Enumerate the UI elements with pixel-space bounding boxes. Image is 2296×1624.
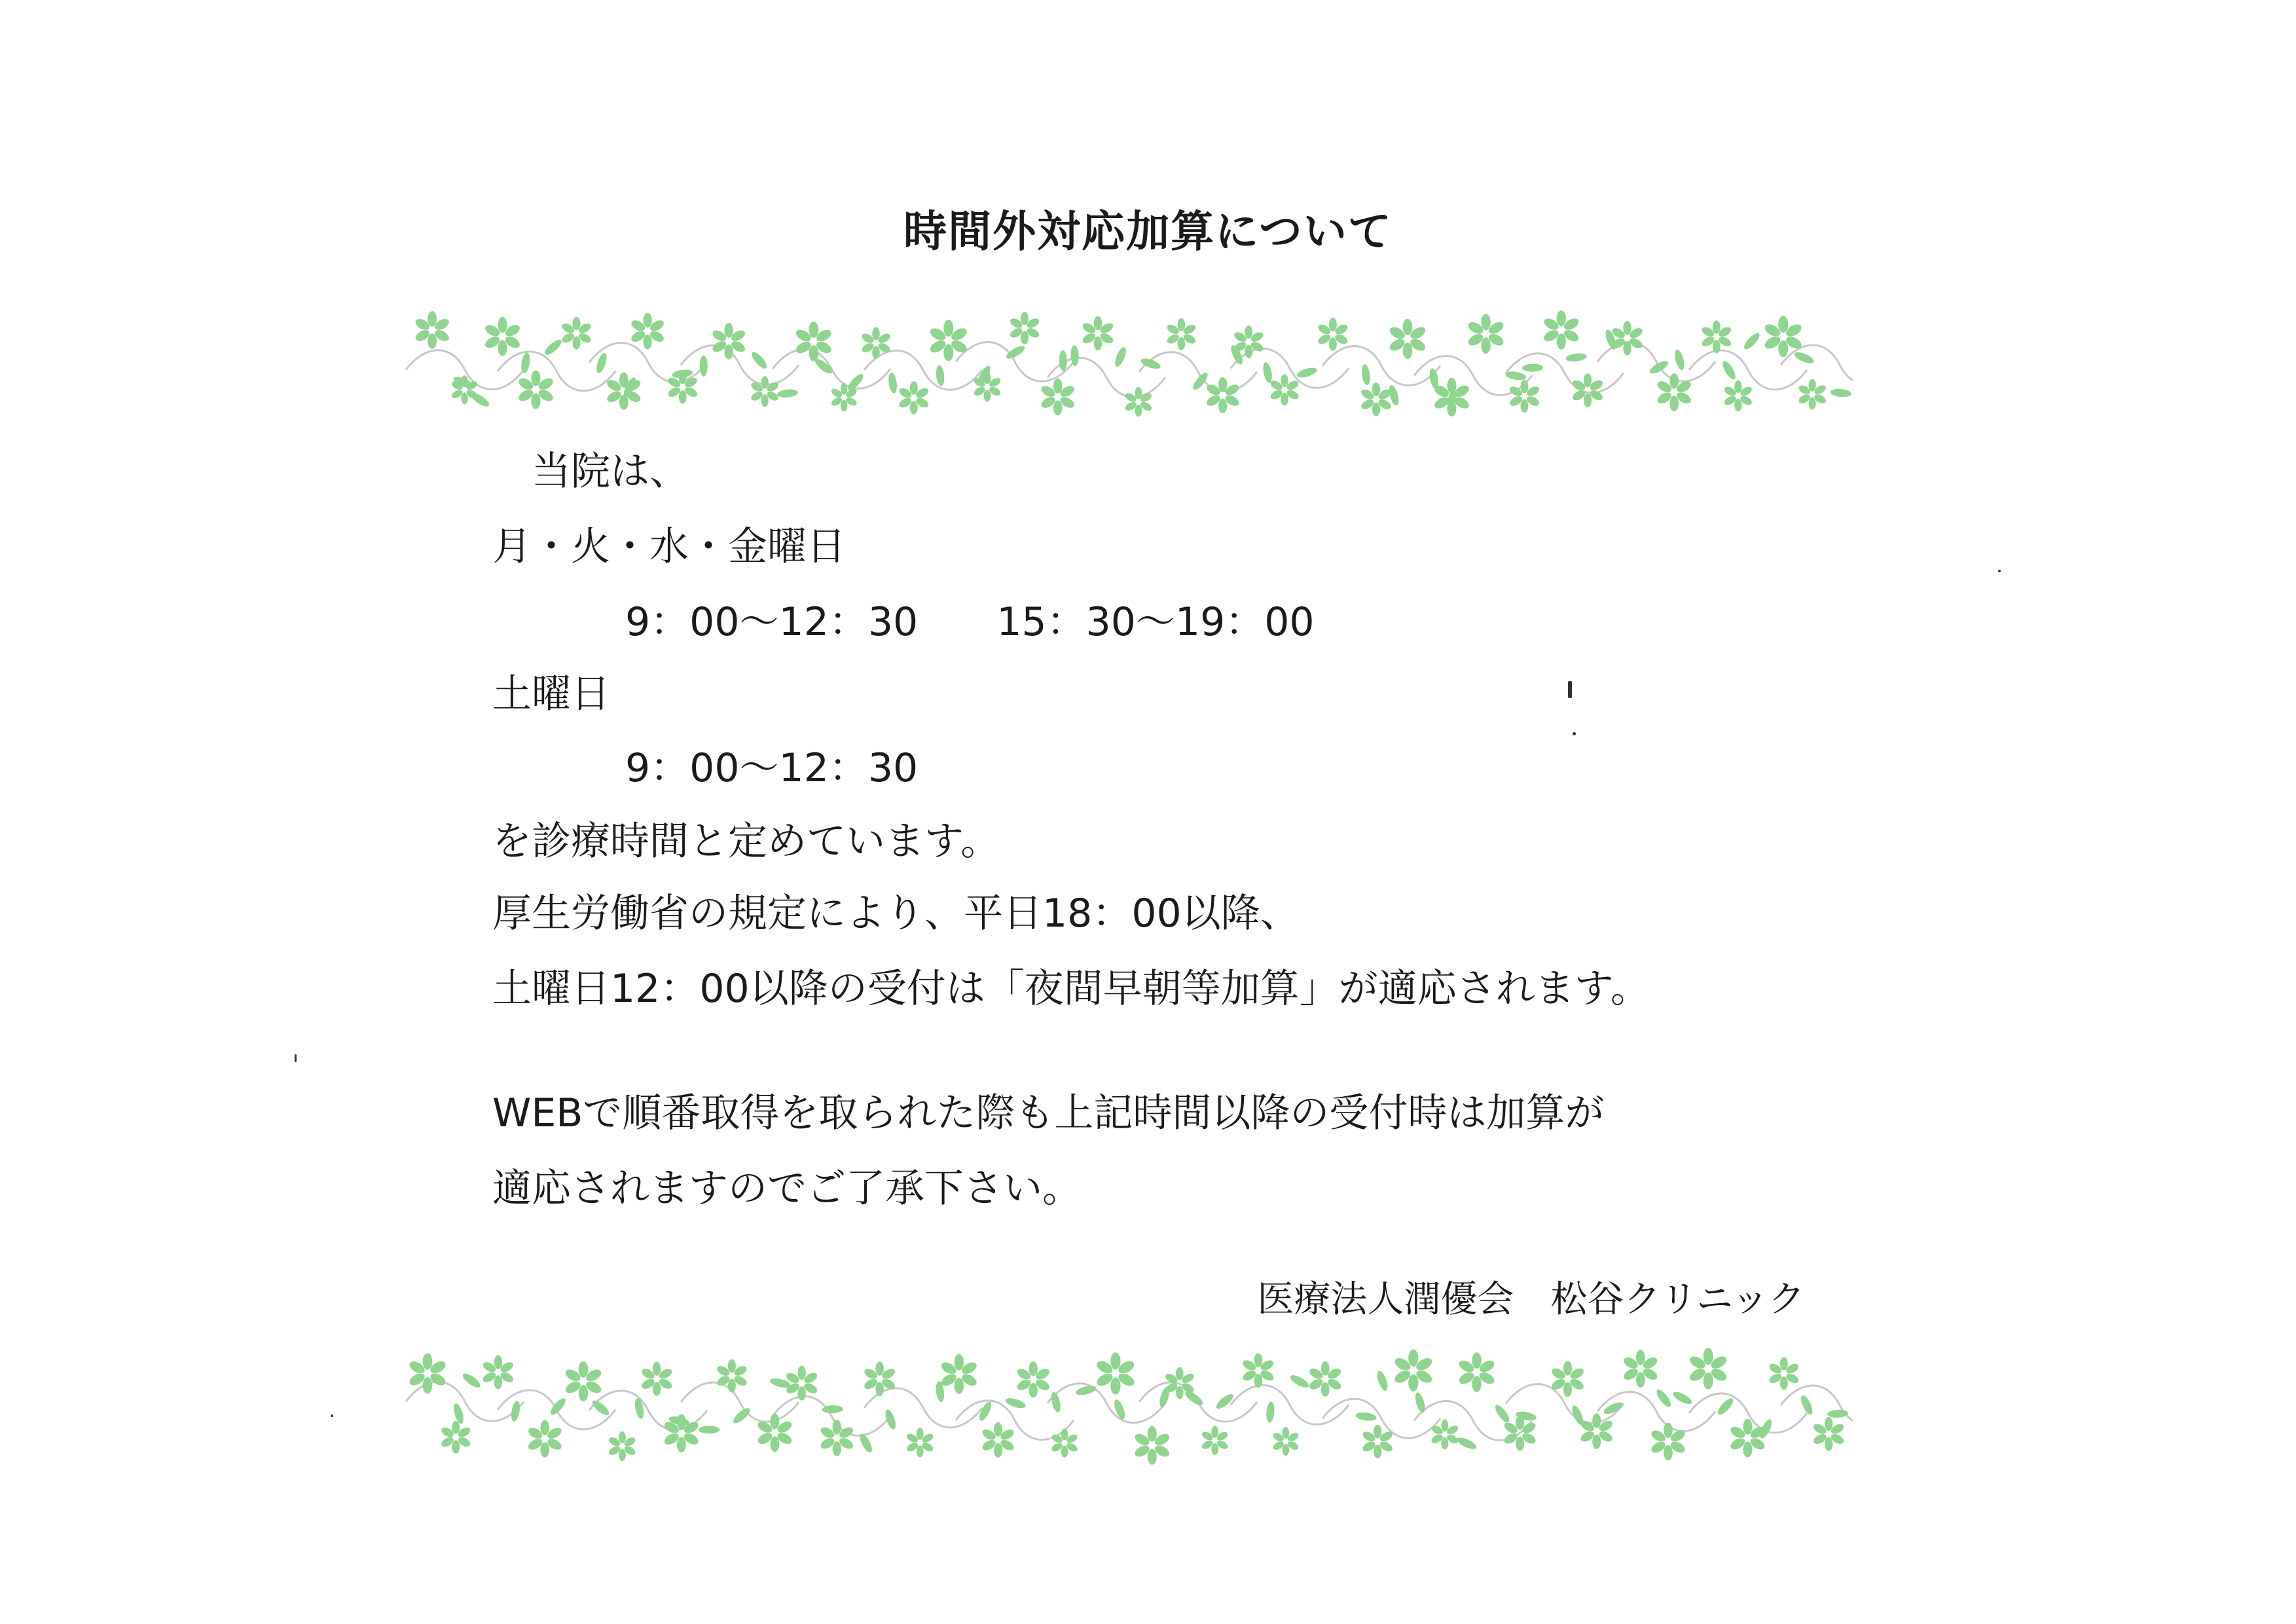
flower-ornament	[1763, 316, 1804, 357]
intro-text: 当院は、	[492, 449, 689, 494]
leaf-ornament	[469, 391, 491, 409]
flower-ornament	[1508, 380, 1541, 413]
flower-ornament	[1723, 380, 1754, 411]
leaf-ornament	[1830, 388, 1851, 398]
leaf-ornament	[1793, 350, 1815, 366]
flower-ornament	[1467, 314, 1506, 354]
flower-ornament	[863, 1361, 897, 1396]
flower-ornament	[819, 1420, 855, 1456]
vine-ornament	[773, 1396, 890, 1435]
scan-speck	[1568, 681, 1572, 698]
flower-ornament	[1797, 379, 1827, 410]
flower-ornament	[981, 1422, 1015, 1458]
vine-ornament	[956, 342, 1074, 381]
leaf-ornament	[461, 1371, 483, 1390]
flower-ornament	[1317, 318, 1349, 351]
leaf-ornament	[1654, 1388, 1673, 1409]
body-line-3: 土曜日12：00以降の受付は「夜間早朝等加算」が適応されます。	[492, 966, 1650, 1012]
leaf-ornament	[1214, 1392, 1235, 1411]
weekday-label: 月・火・水・金曜日	[492, 524, 846, 570]
flower-ornament	[1650, 1423, 1687, 1461]
flower-ornament	[526, 1420, 563, 1458]
leaf-ornament	[1505, 370, 1527, 381]
flower-ornament	[1271, 1427, 1300, 1456]
leaf-ornament	[1522, 363, 1543, 372]
leaf-ornament	[1648, 359, 1670, 377]
flower-ornament	[1081, 316, 1115, 350]
leaf-ornament	[1296, 366, 1318, 380]
flower-ornament	[517, 371, 555, 409]
flower-ornament	[785, 1366, 819, 1401]
flower-ornament	[716, 1359, 748, 1393]
flower-ornament	[1241, 1353, 1275, 1388]
body-line-4: WEBで順番取得を取られた際も上記時間以降の受付時は加算が	[492, 1090, 1605, 1136]
leaf-ornament	[887, 372, 898, 394]
flower-ornament	[1393, 1350, 1434, 1392]
leaf-ornament	[633, 1397, 645, 1420]
leaf-ornament	[1049, 1391, 1062, 1413]
flower-ornament	[407, 1353, 447, 1393]
flower-ornament	[1571, 373, 1605, 407]
leaf-ornament	[1493, 1403, 1512, 1424]
leaf-ornament	[1827, 1409, 1849, 1418]
flower-ornament	[1688, 1348, 1728, 1389]
leaf-ornament	[1565, 352, 1587, 363]
saturday-hours: 9：00〜12：30	[625, 745, 919, 791]
saturday-label: 土曜日	[492, 671, 610, 717]
flower-ornament	[630, 313, 666, 350]
leaf-ornament	[1721, 360, 1738, 382]
floral-border-bottom	[393, 1339, 1853, 1470]
leaf-ornament	[776, 388, 798, 398]
leaf-ornament	[1112, 1398, 1127, 1420]
clinic-signature: 医療法人潤優会 松谷クリニック	[1257, 1278, 1805, 1321]
leaf-ornament	[1360, 363, 1371, 385]
flower-ornament	[1656, 373, 1693, 411]
flower-ornament	[1308, 1361, 1343, 1397]
flower-ornament	[564, 1361, 603, 1401]
leaf-ornament	[510, 1400, 521, 1422]
leaf-ornament	[883, 1409, 898, 1431]
flower-ornament	[898, 381, 930, 414]
leaf-ornament	[1741, 331, 1762, 351]
leaf-ornament	[1288, 1373, 1311, 1390]
flower-ornament	[1542, 310, 1580, 350]
leaf-ornament	[1799, 1394, 1815, 1416]
vine-ornament	[1781, 1386, 1853, 1425]
leaf-ornament	[936, 365, 945, 386]
scan-speck	[1998, 570, 2001, 572]
leaf-ornament	[1355, 1411, 1377, 1422]
leaf-ornament	[1715, 1396, 1735, 1417]
flower-ornament	[1360, 382, 1393, 416]
flower-ornament	[1050, 1428, 1079, 1457]
leaf-ornament	[452, 1403, 465, 1425]
vine-ornament	[1781, 345, 1853, 384]
weekday-hours: 9：00〜12：30 15：30〜19：00	[625, 599, 1315, 645]
vine-ornament	[1048, 1384, 1165, 1423]
floral-border-top	[393, 298, 1853, 429]
flower-ornament	[1133, 1426, 1171, 1465]
flower-ornament	[1611, 321, 1645, 355]
scan-speck	[1573, 732, 1576, 735]
flower-ornament	[483, 317, 522, 356]
leaf-ornament	[1113, 346, 1128, 368]
flower-ornament	[1205, 377, 1241, 413]
flower-ornament	[1095, 1352, 1136, 1394]
flower-ornament	[1040, 378, 1076, 416]
flower-ornament	[560, 317, 592, 350]
leaf-ornament	[1262, 361, 1273, 384]
leaf-ornament	[1140, 356, 1162, 371]
page-title: 時間外対応加算について	[903, 206, 1393, 257]
flower-ornament	[1700, 320, 1732, 353]
flower-ornament	[1165, 318, 1197, 350]
vine-ornament	[864, 350, 982, 390]
flower-ornament	[1201, 1426, 1230, 1455]
body-line-2: 厚生労働省の規定により、平日18：00以降、	[492, 891, 1300, 936]
flower-ornament	[440, 1421, 472, 1454]
flower-ornament	[939, 1354, 979, 1394]
leaf-ornament	[520, 352, 532, 374]
body-line-5: 適応されますのでご了承下さい。	[492, 1166, 1082, 1211]
flower-ornament	[1388, 319, 1427, 359]
leaf-ornament	[1004, 1396, 1027, 1410]
flower-ornament	[1008, 312, 1040, 344]
flower-ornament	[860, 327, 892, 360]
leaf-ornament	[1673, 348, 1686, 371]
flower-ornament	[1269, 375, 1300, 406]
scan-speck	[295, 1054, 297, 1062]
leaf-ornament	[1266, 1401, 1275, 1423]
leaf-ornament	[590, 1398, 611, 1418]
vine-ornament	[1231, 1385, 1349, 1424]
flower-ornament	[1812, 1417, 1846, 1451]
leaf-ornament	[1075, 1384, 1097, 1397]
flower-ornament	[1622, 1350, 1659, 1388]
leaf-ornament	[1059, 350, 1067, 371]
scan-speck	[331, 1414, 333, 1417]
flower-ornament	[481, 1355, 515, 1389]
body-line-1: を診療時間と定めています。	[492, 819, 1000, 864]
leaf-ornament	[1671, 1390, 1694, 1407]
flower-ornament	[608, 1431, 637, 1461]
flower-ornament	[414, 311, 451, 349]
flower-ornament	[1768, 1357, 1800, 1390]
flower-ornament	[1729, 1419, 1767, 1458]
flower-ornament	[756, 1414, 793, 1452]
flower-ornament	[905, 1428, 935, 1457]
leaf-ornament	[1183, 1389, 1205, 1407]
flower-ornament	[1124, 387, 1154, 416]
flower-ornament	[640, 1362, 674, 1396]
leaf-ornament	[750, 350, 769, 371]
leaf-ornament	[543, 337, 564, 357]
leaf-ornament	[1455, 1435, 1478, 1451]
leaf-ornament	[1375, 1370, 1389, 1392]
leaf-ornament	[699, 1426, 720, 1433]
flower-ornament	[1015, 1361, 1051, 1398]
flower-ornament	[794, 322, 833, 361]
leaf-ornament	[700, 356, 708, 377]
flower-ornament	[711, 323, 747, 360]
flower-ornament	[1457, 1352, 1497, 1392]
